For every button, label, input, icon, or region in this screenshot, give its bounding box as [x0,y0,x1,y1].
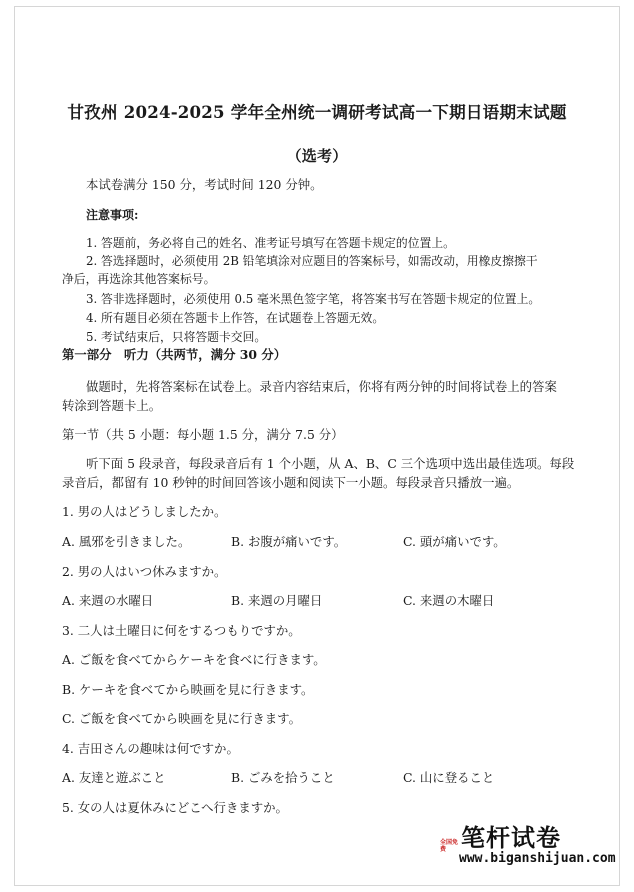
note-item: 1. 答题前，务必将自己的姓名、准考证号填写在答题卡规定的位置上。 [86,236,455,250]
watermark-url: www.biganshijuan.com [459,851,616,866]
section1-instruction: 听下面 5 段录音，每段录音后有 1 个小题，从 A、B、C 三个选项中选出最佳选项。每段 [86,456,575,471]
option-2a: A. 来週の水曜日 [62,593,154,608]
question-3: 3. 二人は土曜日に何をするつもりですか。 [62,623,301,638]
page-subtitle: （选考） [286,147,348,165]
option-1c: C. 頭が痛いです。 [403,534,506,549]
note-item: 3. 答非选择题时，必须使用 0.5 毫米黑色签字笔，将答案书写在答题卡规定的位置上。 [86,292,541,306]
option-3a: A. ご飯を食べてからケーキを食べに行きます。 [62,652,326,667]
section1-heading: 第一节（共 5 小题：每小题 1.5 分，满分 7.5 分） [62,427,344,442]
option-4c: C. 山に登ること [403,770,495,785]
option-4a: A. 友達と遊ぶこと [62,770,166,785]
note-item: 5. 考试结束后，只将答题卡交回。 [86,330,267,344]
watermark-logo: 笔杆试卷 [461,824,561,852]
page-title: 甘孜州 2024-2025 学年全州统一调研考试高一下期日语期末试题 [67,102,567,122]
note-item-cont: 净后，再选涂其他答案标号。 [62,272,216,286]
question-5: 5. 女の人は夏休みにどこへ行きますか。 [62,800,288,815]
part1-instruction-cont: 转涂到答题卡上。 [62,398,162,413]
question-2: 2. 男の人はいつ休みますか。 [62,564,227,579]
part1-heading: 第一部分 听力（共两节，满分 30 分） [62,347,287,362]
note-item: 4. 所有题目必须在答题卡上作答，在试题卷上答题无效。 [86,311,385,325]
option-3b: B. ケーキを食べてから映画を見に行きます。 [62,682,314,697]
question-4: 4. 吉田さんの趣味は何ですか。 [62,741,239,756]
watermark-tag: 全国免费 [440,839,459,853]
option-2b: B. 来週の月曜日 [231,593,323,608]
option-3c: C. ご飯を食べてから映画を見に行きます。 [62,711,301,726]
part1-instruction: 做题时，先将答案标在试卷上。录音内容结束后，你将有两分钟的时间将试卷上的答案 [86,379,557,394]
question-1: 1. 男の人はどうしましたか。 [62,504,227,519]
option-2c: C. 来週の木曜日 [403,593,495,608]
notes-heading: 注意事项: [86,208,139,222]
option-1b: B. お腹が痛いです。 [231,534,347,549]
section1-instruction-cont: 录音后，都留有 10 秒钟的时间回答该小题和阅读下一小题。每段录音只播放一遍。 [62,475,520,490]
note-item: 2. 答选择题时，必须使用 2B 铅笔填涂对应题目的答案标号，如需改动，用橡皮擦擦干 [86,254,538,268]
option-4b: B. ごみを拾うこと [231,770,335,785]
option-1a: A. 風邪を引きました。 [62,534,191,549]
exam-info: 本试卷满分 150 分，考试时间 120 分钟。 [86,177,323,192]
